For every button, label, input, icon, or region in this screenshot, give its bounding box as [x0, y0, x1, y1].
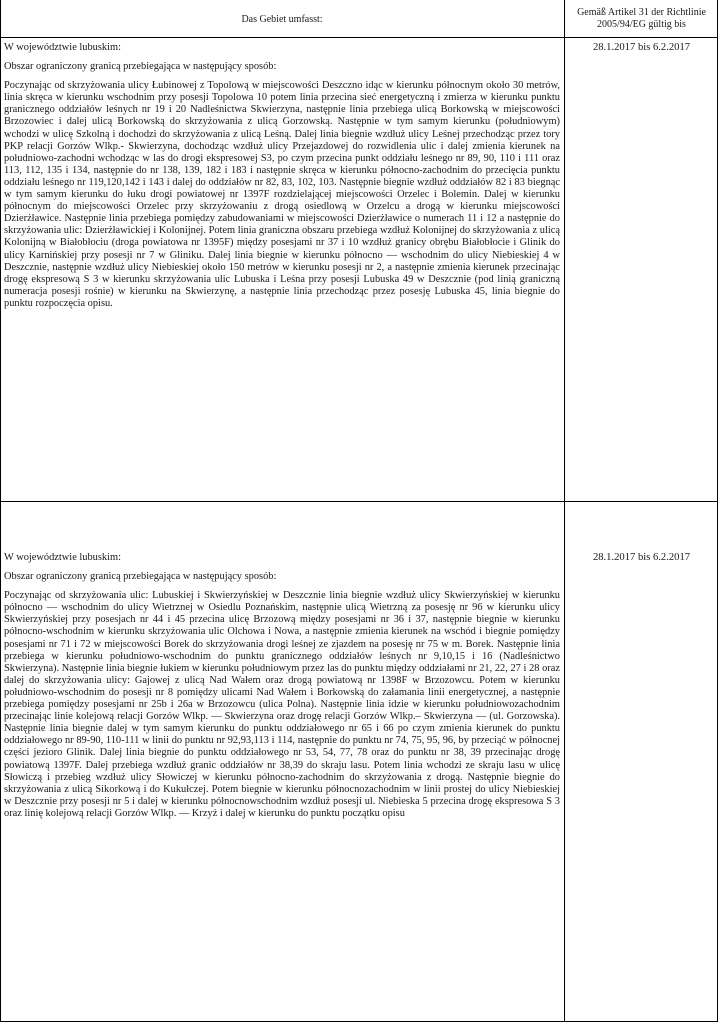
row-1-area: [4, 42, 560, 317]
row-2-intro: Obszar ograniczony granicą przebiegająca w następujący sposób:: [4, 571, 277, 583]
row-divider: [1, 501, 717, 502]
header-area-column: Das Gebiet umfasst:: [241, 14, 323, 25]
header-validity-column: Gemäß Artikel 31 der Richtlinie 2005/94/EG gültig bis: [577, 7, 706, 30]
row-1-region: W województwie lubuskim:: [4, 42, 121, 53]
row-1-description: Poczynając od skrzyżowania ulicy Łubinowej z Topolową w miejscowości Deszczno idąc w kierunku północnym około 30 metrów, linia skręca w kierunku wschodnim przy posesji Topolowa 10 potem linia przecina sieć energetyczną i zmierza w kierunku punktu granicznego oddziałów leśnych nr 19 i 20 Nadleśnictwa Skwierzyna, następnie linia przebiega ulicą Borkowską w miejscowości Brzozowiec i dalej ulicą Borkowską do skrzyżowania z ulicą Gorzowską. Następnie w tym samym kierunku (południowym) wchodzi w ulicę Szkolną i dochodzi do skrzyżowania z ulicą Leśną. Dalej linia biegnie wzdłuż ulicy Leśnej przechodząc przez tory PKP relacji Gorzów Wlkp.- Skwierzyna, dochodząc wzdłuż ulicy Przejazdowej do rozwidlenia ulic i dalej zmienia kierunek na południowo-zachodni wchodząc w las do drogi ekspresowej S3, po czym przecina punkt oddziału leśnego nr 89, 90, 110 i 111 oraz 113, 112, 135 i 134, następnie do nr 138, 139, 182 i 183 i następnie skręca w kierunku północno-zachodnim do przecięcia punktu oddziału leśnego nr 119,120,142 i 143 i dalej do oddziałów nr 82, 83, 102, 103. Następnie biegnie wzdłuż oddziałów 82 i 83 biegnąc w tym samym kierunku do łuku drogi powiatowej nr 1397F rozdzielającej miejscowości Orzelec i Bolemin. Dalej w kierunku północnym do miejscowości Orzelec przy skrzyżowaniu z drogą osiedlową w Orzelcu a drogą w kierunku miejscowości Dzierżławice. Następnie linia przebiega pomiędzy zabudowaniami w miejscowości Dzierżławice o numerach 11 i 12 a następnie do skrzyżowania ulic: Dzierżławickiej i Kolonijnej. Potem linia graniczna obszaru przebiega wzdłuż Kolonijnej do skrzyżowania z ulicą Kolonijną w Białobłociu (droga powiatowa nr 1395F) między posesjami nr 37 i 10 wzdłuż granicy obrębu Białobłocie i Glinik do ulicy Karnińskiej przy posesji nr 7 w Gliniku. Dalej linia biegnie w kierunku północno — wschodnim do ulicy Niebieskiej 4 w Deszcznie, następnie wzdłuż ulicy Niebieskiej około 150 metrów w kierunku posesji nr 2, a następnie zmienia kierunek przecinając drogę ekspresową S 3 w kierunku skrzyżowania ulic Lubuska i Leśna przy posesji Lubuska 49 w Deszcznie (pod linią graniczną numeracja posesji rośnie) w kierunku na Skwierzynę, a następnie linia przechodząc przez posesję Lubuska 45, linia biegnie do punktu rozpoczęcia opisu.: [4, 80, 560, 309]
row-2-region: W województwie lubuskim:: [4, 552, 121, 563]
row-1-valid-until: 28.1.2017 bis 6.2.2017: [592, 42, 691, 53]
row-1-intro: Obszar ograniczony granicą przebiegająca w następujący sposób:: [4, 61, 277, 73]
row-2-valid-until: 28.1.2017 bis 6.2.2017: [592, 552, 691, 563]
row-2-description: Poczynając od skrzyżowania ulic: Lubuskiej i Skwierzyńskiej w Deszcznie linia biegnie wzdłuż ulicy Skwierzyńskiej w kierunku północno — wschodnim do ulicy Wietrznej w Osiedlu Poznańskim, następnie ulicą Wietrzną za posesję nr 96 w kierunku ulicy Skwierzyńskiej przy posesjach nr 44 i 45 przecina ulicę Brzozową między posesjami nr 36 i 37, następnie biegnie w kierunku północno-wschodnim w kierunku skrzyżowania ulic Olchowa i Nowa, a następnie zmienia kierunek na wschód i biegnie pomiędzy posesjami nr 71 i 72 w miejscowości Borek do skrzyżowania drogi leśnej ze zjazdem na posesję nr 75 w m. Borek. Następnie linia przebiega w kierunku południowo-wschodnim do punktu granicznego oddziałów leśnych nr 9,10,15 i 16 (Nadleśnictwo Skwierzyna). Następnie linia biegnie łukiem w kierunku południowym przez las do punktu między oddziałami nr 21, 22, 27 i 28 oraz dalej do skrzyżowania ulicy: Gajowej z ulicą Nad Wałem oraz drogą powiatową nr 1398F w Brzozowcu. Potem w kierunku południowo-wschodnim do posesji nr 8 pomiędzy ulicami Nad Wałem i Borkowską do załamania linii energetycznej, a następnie przebiega pomiędzy posesjami nr 25b i 26a w Brzozowcu (ulica Polna). Następnie linia idzie w kierunku południowozachodnim przecinając linie kolejową relacji Gorzów Wlkp. — Skwierzyna oraz drogę relacji Gorzów Wlkp.– Skwierzyna — (ul. Gorzowska). Następnie linia biegnie dalej w tym samym kierunku do punktu oddziałowego nr 65 i 66 po czym zmienia kierunek do punktu oddziałowego nr 89-90, 110-111 w linii do punktu nr 92,93,113 i 114, następnie do punktu nr 74, 75, 95, 96, by przeciąć w północnej części jezioro Glinik. Dalej linia biegnie do punktu oddziałowego nr 53, 54, 77, 78 oraz do punktu nr 38, 39 przecinając drogę powiatową 1397F. Dalej przebiega wzdłuż granic oddziałów nr 38,39 do skraju lasu. Potem linia wchodzi ze skraju lasu w ulicę Słowiczą i przebieg wzdłuż ulicy Słowiczej w kierunku północno-zachodnim do skrzyżowania z drogą. Następnie biegnie do skrzyżowania z ulicą Sikorkową i do Kukułczej. Potem biegnie w kierunku północnozachodnim w linii prostej do ulicy Niebieskiej w Deszcznie przy posesji nr 5 i dalej w kierunku północnowschodnim wzdłuż posesji ul. Niebieska 5 przecina drogę ekspresowa S 3 oraz linię kolejową relacji Gorzów Wlkp. — Krzyż i dalej w kierunku do punktu początku opisu: [4, 590, 560, 819]
header-divider: [1, 37, 717, 38]
column-divider: [564, 0, 565, 1022]
row-2-area: [4, 552, 560, 827]
